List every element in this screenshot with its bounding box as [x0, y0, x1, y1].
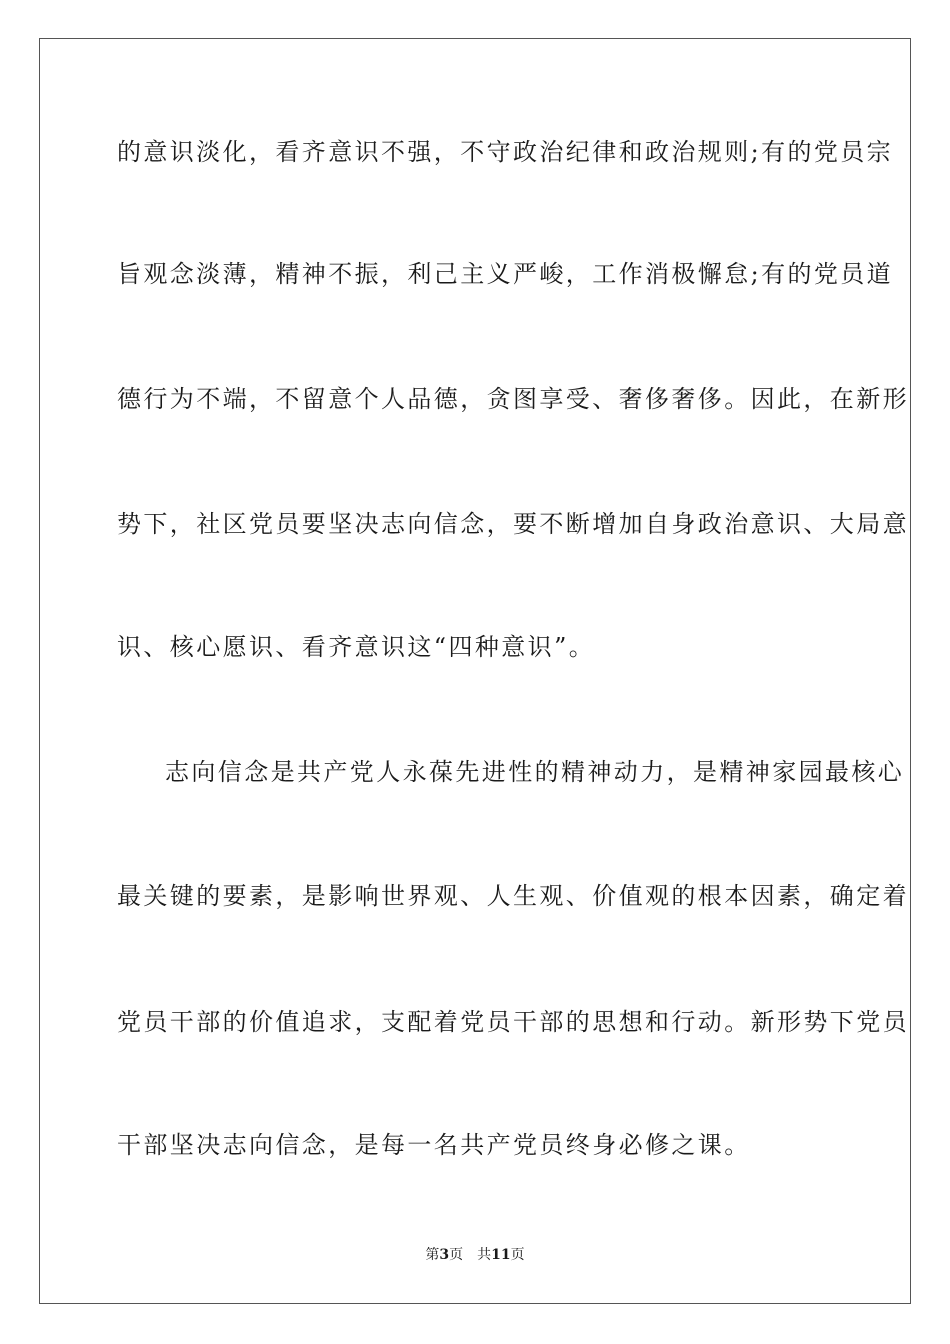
- total-pages: 11: [491, 1247, 511, 1263]
- paragraph-line: 的意识淡化，看齐意识不强，不守政治纪律和政治规则;有的党员宗: [117, 138, 894, 166]
- paragraph-line: 党员干部的价值追求，支配着党员干部的思想和行动。新形势下党员: [117, 1008, 909, 1036]
- paragraph-line: 旨观念淡薄，精神不振，利己主义严峻，工作消极懈怠;有的党员道: [117, 260, 894, 288]
- paragraph-line: 识、核心愿识、看齐意识这“四种意识”。: [117, 633, 596, 661]
- page-footer: [0, 1246, 950, 1264]
- total-label-suffix: 页: [510, 1247, 525, 1263]
- page-frame: [39, 38, 911, 1304]
- paragraph-line: 最关键的要素，是影响世界观、人生观、价值观的根本因素，确定着: [117, 882, 909, 910]
- page-label-prefix: 第: [425, 1247, 440, 1263]
- page-label-suffix: 页: [449, 1247, 464, 1263]
- paragraph-line: 干部坚决志向信念，是每一名共产党员终身必修之课。: [117, 1131, 751, 1159]
- page-number: 3: [439, 1247, 450, 1263]
- paragraph-line: 志向信念是共产党人永葆先进性的精神动力，是精神家园最核心: [165, 758, 905, 786]
- total-label-prefix: 共: [477, 1247, 492, 1263]
- paragraph-line: 德行为不端，不留意个人品德，贪图享受、奢侈奢侈。因此，在新形: [117, 385, 909, 413]
- paragraph-line: 势下，社区党员要坚决志向信念，要不断增加自身政治意识、大局意: [117, 510, 909, 538]
